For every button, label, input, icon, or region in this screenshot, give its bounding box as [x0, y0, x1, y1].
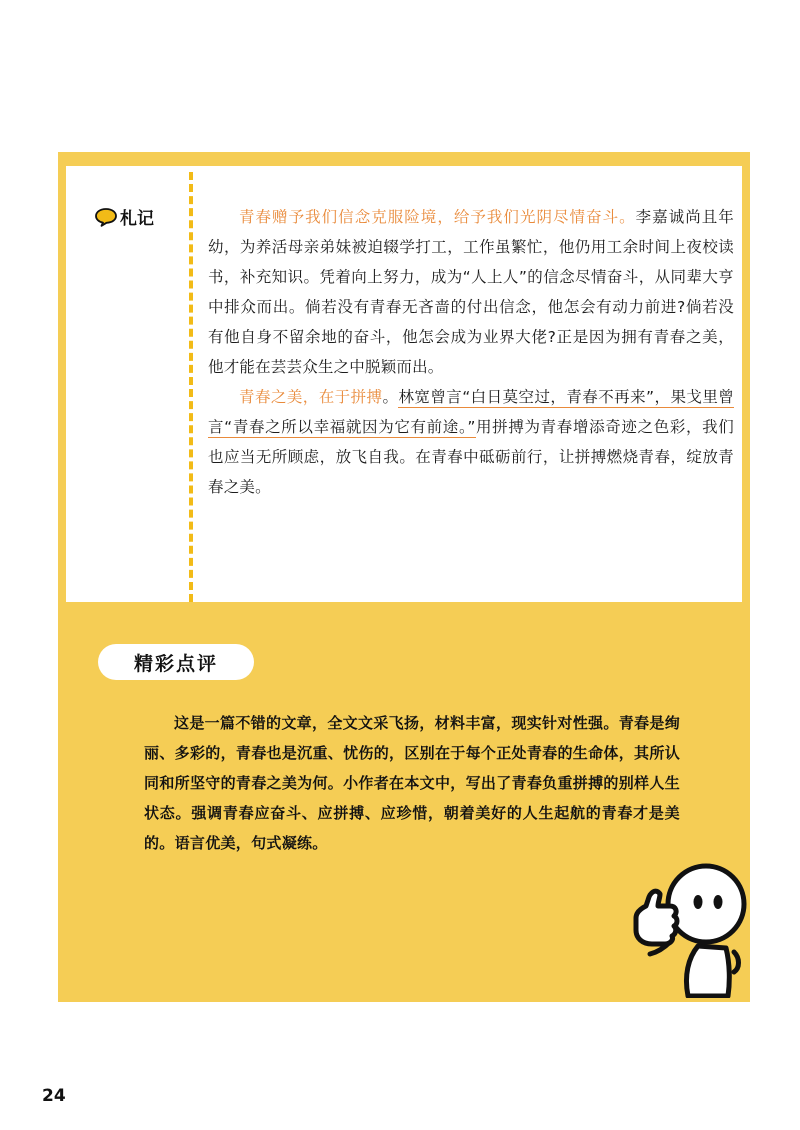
review-body — [144, 708, 680, 858]
section-label-text: 札记 — [120, 209, 154, 229]
speech-bubble-icon — [94, 207, 118, 227]
essay-body — [208, 202, 734, 502]
essay-paragraph-2 — [208, 382, 734, 502]
dashed-divider — [189, 172, 193, 602]
essay-p2-highlight: 青春之美，在于拼搏 — [239, 388, 383, 406]
essay-card — [66, 166, 742, 602]
essay-p2-quote: 林宽曾言“白日莫空过，青春不再来”，果戈里曾言“青春之所以幸福就因为它有前途。” — [208, 388, 734, 436]
page-number: 24 — [42, 1086, 66, 1106]
content-panel — [58, 152, 750, 1002]
section-label — [94, 204, 154, 229]
essay-p1-text: 李嘉诚尚且年幼，为养活母亲弟妹被迫辍学打工，工作虽繁忙，他仍用工余时间上夜校读书，补充知识。凭着向上努力，成为“人上人”的信念尽情奋斗，从同辈大亨中排众而出。倘若没有青春无吝啬的付出信念，他怎会有动力前进?倘若没有他自身不留余地的奋斗，他怎会成为业界大佬?正是因为拥有青春之美，他才能在芸芸众生之中脱颖而出。 — [208, 208, 734, 376]
essay-p2-period: 。 — [382, 388, 399, 406]
essay-p2-text: 用拼搏为青春增添奇迹之色彩，我们也应当无所顾虑，放飞自我。在青春中砥砺前行，让拼搏燃烧青春，绽放青春之美。 — [208, 418, 734, 496]
essay-paragraph-1 — [208, 202, 734, 382]
essay-p1-highlight: 青春赠予我们信念克服险境，给予我们光阴尽情奋斗。 — [239, 208, 636, 226]
thumbs-up-mascot-icon — [618, 858, 748, 998]
review-paragraph: 这是一篇不错的文章，全文文采飞扬，材料丰富，现实针对性强。青春是绚丽、多彩的，青春也是沉重、忧伤的，区别在于每个正处青春的生命体，其所认同和所坚守的青春之美为何。小作者在本文中，写出了青春负重拼搏的别样人生状态。强调青春应奋斗、应拼搏、应珍惜，朝着美好的人生起航的青春才是美的。语言优美，句式凝练。 — [144, 714, 680, 852]
review-title: 精彩点评 — [133, 652, 218, 675]
review-title-pill — [98, 644, 254, 680]
